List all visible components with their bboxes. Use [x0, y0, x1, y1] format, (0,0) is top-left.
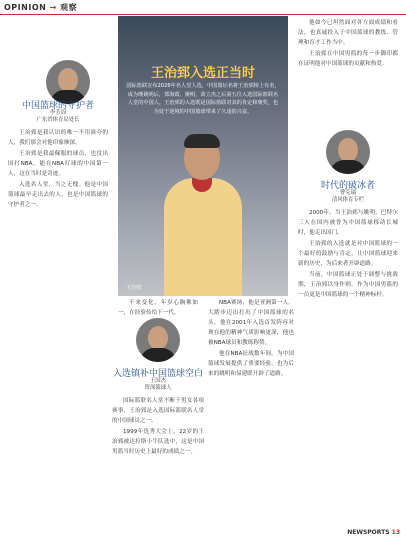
player-hair	[184, 134, 220, 148]
player-figure	[158, 126, 248, 296]
left-column-body	[8, 128, 108, 211]
left-column-author	[8, 110, 108, 124]
subsection-name: 观察	[60, 3, 78, 12]
paragraph: NBA赛场，他是亚洲第一人，大踏步迈出打出了中国篮球的名头，他在2001年入选首发阵容对现在他的精神气质影响更深，他也被NBA球员和教练称赞。	[208, 300, 294, 346]
headline-dek: 国际篮联宣布2026年名人堂人选，中国篮坛名将王治郅榜上有名，成为继姚明后，郑海霞、姚明、苗立杰之后第五位入选国际篮联名人堂的中国人。王治郅的入选既是国际篮联对其的肯定和褒奖，也为处于逆境的中国篮球带来了久违的兴奋。	[126, 83, 280, 115]
paragraph: 王治郅在中国男篮的每一步脚印都在证明他对中国篮球的贡献和热爱。	[298, 51, 398, 67]
paragraph: 2000年，当王治郅与姚明、巴特尔三人在国内被誉为中国篮球移动长城时，他走出国门。	[298, 210, 398, 236]
author-name: 王国杰	[149, 378, 167, 384]
middle-body	[208, 298, 294, 380]
paragraph: 入选名人堂，当之无愧。他是中国篮球最早走出去的人，也是中国篮球的守护者之一。	[8, 182, 108, 208]
paragraph: 当前，中国篮球正处于调整与挑战期，王治郅以身作则，作为中国男篮的一员更是中国篮球的一个精神标杆。	[298, 272, 398, 298]
author-face	[148, 326, 168, 350]
paragraph: 1999年选秀大会上，22岁的王治郅被达拉斯小牛队选中，这是中国男篮当时历史上最好的成绩之一。	[112, 429, 204, 455]
section-name: OPINION	[4, 3, 47, 12]
middle-upper-body	[118, 298, 198, 319]
author-role: 资深篮球人	[144, 385, 172, 391]
paragraph: 国际篮联名人堂不断于男女各项赛事，王治郅是入选国际篮联名人堂的中国球员之一。	[112, 398, 204, 424]
right-column-title: 时代的破冰者	[320, 181, 375, 191]
middle-lower-body	[112, 396, 204, 458]
author-name: 曹克瑞	[339, 190, 357, 196]
hero-image	[118, 16, 288, 296]
author-shirt	[330, 160, 366, 174]
author-name: 李芳周	[49, 110, 67, 116]
author-photo-right	[326, 130, 370, 174]
author-face	[338, 138, 358, 162]
middle-column-title: 入选镇补中国篮球空白	[112, 369, 203, 379]
right-column-body	[298, 208, 398, 301]
left-column-title: 中国篮球的守护者	[21, 101, 94, 111]
paragraph: 王治郅是我认识的唯一不用谁夸的人，我们那会对他印象颇深。	[8, 130, 108, 146]
page-number: 13	[391, 529, 400, 536]
author-face	[58, 68, 78, 92]
arrow-icon: →	[49, 3, 57, 12]
paragraph: 王治郅的入选就是对中国篮球的一个最好的鼓励与肯定，让中国篮球迎来新的历史，为后来者开辟道路。	[298, 241, 398, 267]
paragraph: 王治郅是我最佩服的球员，也没出国打NBA，能在NBA打球的中国第一人，这在当时是奇迹。	[8, 151, 108, 177]
section-label	[4, 2, 77, 13]
headline: 王治郅入选正当时	[150, 66, 255, 81]
player-jersey	[164, 178, 242, 296]
page-footer	[347, 529, 400, 536]
author-shirt	[140, 348, 176, 362]
paragraph: 他在NBA征战数年间，为中国篮球发展提供了重要经验，也为后来的姚明和易建联开辟了道路。	[208, 351, 294, 377]
paragraph: 他如今已坦然面对各方面成绩和看法，也真诚投入于中国篮球的教练、管理和育才工作当中。	[298, 20, 398, 46]
footer-brand: NEWSPORTS	[347, 529, 390, 536]
author-role: 广东省体育局处长	[36, 117, 80, 123]
header-divider	[0, 14, 406, 15]
author-photo-middle	[136, 318, 180, 362]
right-column-top	[298, 18, 398, 70]
right-column-author	[298, 190, 398, 204]
middle-column-author	[112, 378, 204, 392]
paragraph: 不来变化，年岁心胸佛如一，在经验传给下一代。	[118, 300, 198, 316]
hero-caption: 王治郅	[126, 285, 142, 291]
author-role: 清风体育专栏	[331, 197, 365, 203]
